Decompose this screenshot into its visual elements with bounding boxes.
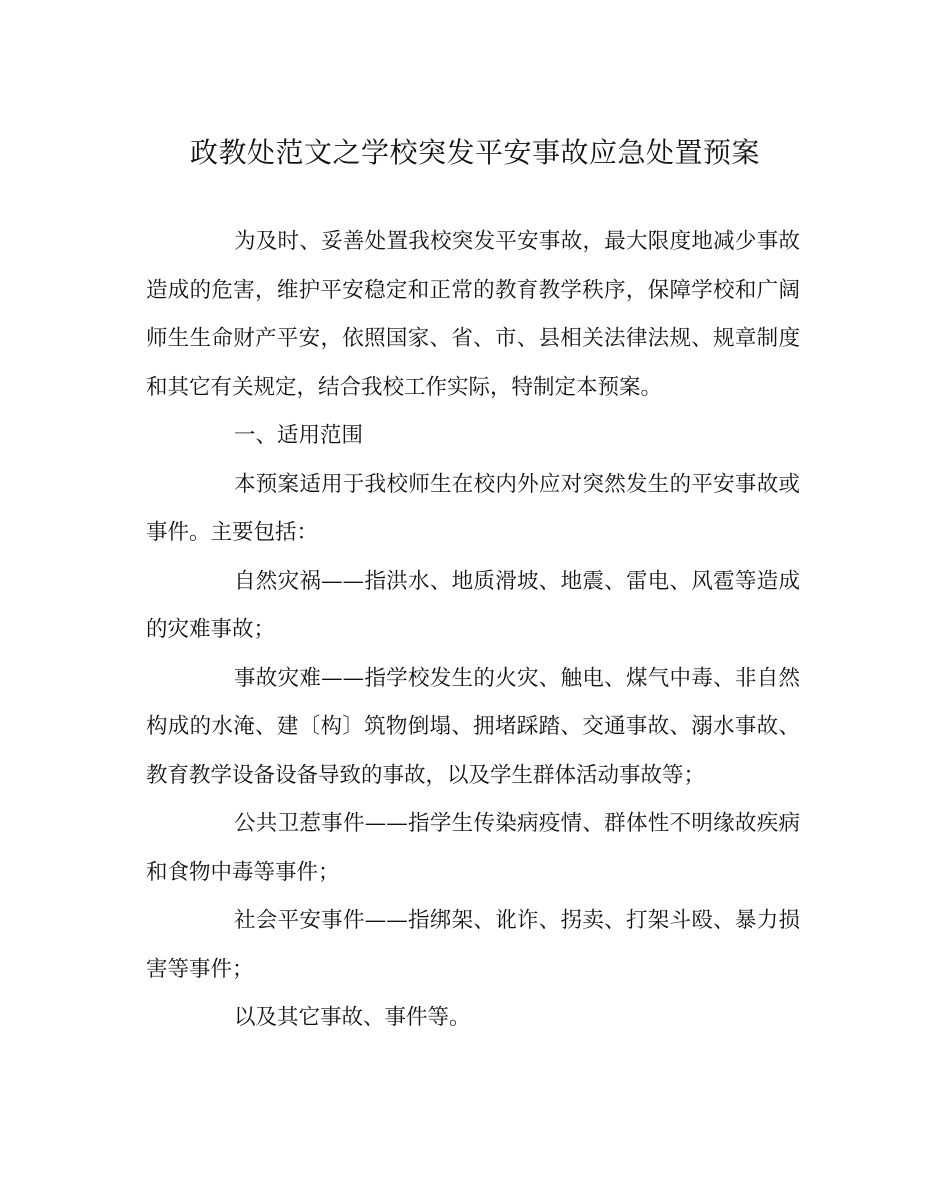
paragraph-others: 以及其它事故、事件等。 <box>234 1005 471 1030</box>
document-title: 政教处范文之学校突发平安事故应急处置预案 <box>189 136 760 169</box>
paragraph-accident-disasters: 事故灾难——指学校发生的火灾、触电、煤气中毒、非自然构成的水淹、建〔构〕筑物倒塌、拥堵踩踏、交通事故、溺水事故、教育教学设备设备导致的事故，以及学生群体活动事故等； <box>146 665 800 788</box>
paragraph-scope: 本预案适用于我校师生在校内外应对突然发生的平安事故或事件。主要包括： <box>146 471 800 545</box>
paragraph-natural-disasters: 自然灾祸——指洪水、地质滑坡、地震、雷电、风雹等造成的灾难事故； <box>146 568 800 642</box>
paragraph-intro: 为及时、妥善处置我校突发平安事故，最大限度地减少事故造成的危害，维护平安稳定和正常的教育教学秩序，保障学校和广阔师生生命财产平安，依照国家、省、市、县相关法律法规、规章制度和其它有关规定，结合我校工作实际，特制定本预案。 <box>146 229 800 400</box>
paragraph-public-health: 公共卫惹事件——指学生传染病疫情、群体性不明缘故疾病和食物中毒等事件； <box>146 811 800 885</box>
section-heading-scope: 一、适用范围 <box>234 423 364 448</box>
document-body <box>146 218 800 1043</box>
paragraph-social-security: 社会平安事件——指绑架、讹诈、拐卖、打架斗殴、暴力损害等事件； <box>146 908 800 982</box>
